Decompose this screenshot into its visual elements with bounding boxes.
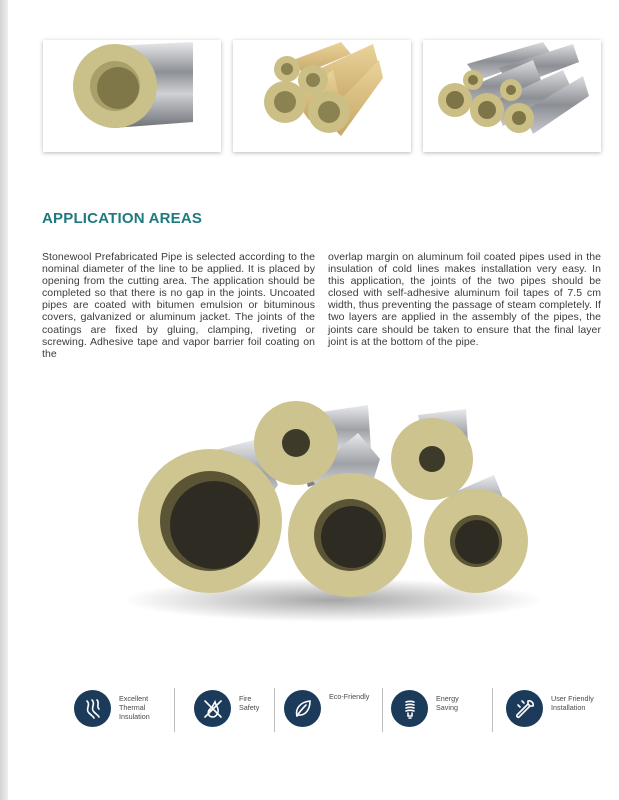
fire-safety-icon bbox=[194, 690, 231, 727]
eco-leaf-icon bbox=[284, 690, 321, 727]
body-text-left: Stonewool Prefabricated Pipe is selected according to the nominal diameter of the line to be applied. It is placed by opening from the cutting area. The application should be completed so that there is no gap in the joints. Uncoated pipes are coated with bitumen emulsion or bituminous covers, galvanized or aluminum jacket. The joints of the coatings are fixed by gluing, clamping, riveting or screwing. Adhesive tape and vapor barrier foil coating on the bbox=[42, 251, 315, 360]
feature-divider bbox=[492, 688, 493, 732]
feature-energy bbox=[391, 690, 484, 727]
feature-divider bbox=[174, 688, 175, 732]
feature-installation-label: User Friendly Installation bbox=[551, 694, 594, 712]
section-heading: APPLICATION AREAS bbox=[42, 210, 203, 227]
feature-energy-label: Energy Saving bbox=[436, 694, 459, 712]
body-text-right: overlap margin on aluminum foil coated pipes used in the insulation of cold lines makes installation very easy. In this application, the joints of the two pipes should be closed with self-adhesive aluminum foil tapes of 7.5 cm width, thus preventing the passage of steam completely. If two layers are applied in the assembly of the pipes, the joints care should be taken to ensure that the final layer joint is at the bottom of the pipe. bbox=[328, 251, 601, 348]
installation-wrench-icon bbox=[506, 690, 543, 727]
feature-eco bbox=[284, 690, 389, 727]
feature-fire-label: Fire Safety bbox=[239, 694, 260, 712]
feature-divider bbox=[274, 688, 275, 732]
catalog-page bbox=[8, 0, 619, 800]
energy-bulb-icon bbox=[391, 690, 428, 727]
feature-icons-row bbox=[8, 680, 619, 740]
feature-thermal bbox=[74, 690, 167, 727]
page-spine bbox=[0, 0, 8, 800]
thumbnail-foil-pipes bbox=[423, 40, 601, 152]
thermal-insulation-icon bbox=[74, 690, 111, 727]
thumbnail-uncoated-pipes bbox=[233, 40, 411, 152]
hero-pipes-image bbox=[118, 395, 558, 635]
feature-thermal-label: Excellent Thermal Insulation bbox=[119, 694, 150, 721]
thumbnail-single-pipe bbox=[43, 40, 221, 152]
feature-eco-label: Eco-Friendly bbox=[329, 692, 370, 701]
feature-divider bbox=[382, 688, 383, 732]
feature-installation bbox=[506, 690, 611, 727]
